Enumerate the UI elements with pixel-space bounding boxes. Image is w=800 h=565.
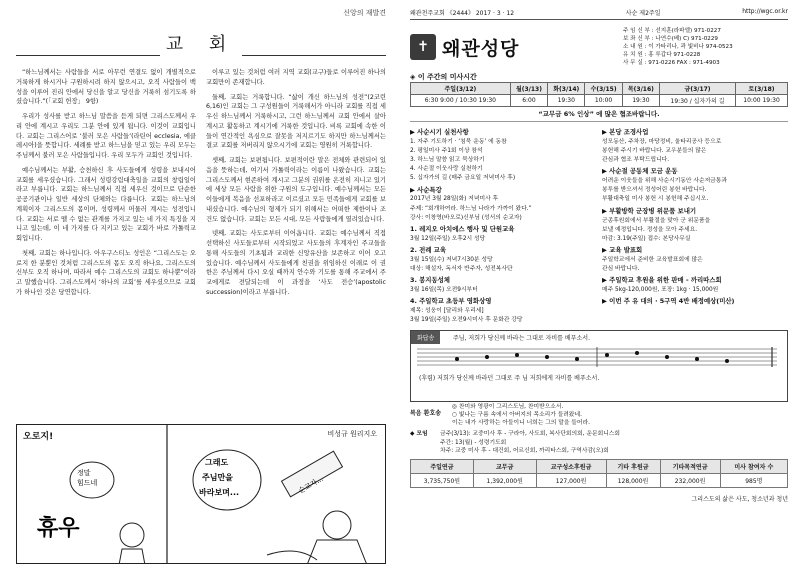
website-link[interactable]: http://wgc.or.kr [742, 8, 788, 15]
notice-item: 성모동산, 주차장, 마당정비, 울타리공사 등으로 [602, 138, 722, 145]
table-cell: 985명 [720, 473, 787, 487]
notice-item: 주제: “회개하여라. 하느님 나라가 가까이 왔다.” [410, 205, 532, 212]
paragraph: 첫째, 교회는 하나입니다. 아우구스티노 성인은 “그리스도는 오로지 한 분뿐인 것처럼 그리스도의 몸도 오직 하나요, 그리스도의 신부도 오직 하나며, 따라서 예수 그리스도의 교회도 하나뿐”이라고 말했습니다. 그리스도께서 ‘하나의 교회’를 세우셨으므로 교회가 하나인 것은 당연합니다. [16, 249, 196, 296]
gospel-acclamation [410, 404, 788, 427]
table-header: 토(3/18) [736, 83, 788, 95]
table-cell: 19:30 / 십자가의 길 [660, 95, 736, 107]
notice-item: 주일학교에서 준비한 교육발표회에 많은 [602, 256, 703, 263]
notice-banner: “교무금 6% 인상” 에 많은 협조바랍니다. [538, 110, 660, 118]
table-cell: 10:00 19:30 [736, 95, 788, 107]
notices-right-column [602, 125, 788, 326]
notice-heading: ▶ 사순특강 [410, 185, 442, 194]
article-column-1 [16, 68, 196, 418]
svg-text:주님만을: 주님만을 [202, 473, 233, 482]
mass-schedule-title: ◈ 이 주간의 미사시간 [410, 73, 477, 81]
footer-note: 그리스도의 삶은 사도, 청소년과 청년 [691, 495, 788, 503]
table-header: 교구성소후원금 [536, 459, 606, 473]
table-row [411, 473, 788, 487]
table-header: 금(3/17) [660, 83, 736, 95]
brand-area [410, 26, 788, 68]
table-header: 기타목적연금 [660, 459, 720, 473]
table-header: 월(3/13) [510, 83, 547, 95]
title-rule-right [242, 55, 386, 56]
notice-item: 5. 십자가의 길 (매주 금요일 저녁미사 후) [410, 175, 516, 182]
table-header: 수(3/15) [585, 83, 622, 95]
notice-item: 마감: 3.19(주일) 접수: 본당사무실 [602, 235, 691, 242]
series-label: 신앙의 재발견 [343, 9, 386, 17]
paragraph: 둘째, 교회는 거룩합니다. “삶이 개신 하느님의 성전”(2코린 6,16)인 교회는 그 구성원들이 거룩해서가 아니라 교회를 직접 세우신 하느님께서 거룩하시고, 그런 하느님께서 교회 안에서 살아계시고 활동하고 계시기에 거룩한 것입니다. 비록 교회에 속한 이들이 연간적인 욕심으로 잘못을 저지르기도 하지만 하느님께서는 결코 교회를 저버리지 않으시기에 교회는 영원히 거룩합니다. [206, 93, 386, 150]
table-cell: 6:30 9:00 / 10:30 19:30 [411, 95, 511, 107]
notices-left-column [410, 125, 596, 326]
meetings-list [440, 430, 620, 455]
bulletin-header [410, 8, 788, 20]
paragraph: 우리가 성사를 받고 하느님 말씀을 듣게 되면 그리스도께서 우리 안에 계시고 우리도 그분 안에 있게 됩니다. 이것이 교회입니다. 교회는 그리스어로 ‘불러 모은 사람들’(라틴어 ecclesia, 에클레시아)을 뜻합니다. 세례를 받고 하느님을 믿고 있는 우리 모두는 주님께서 불러 모은 사람들입니다. 우리 모두가 교회인 것입니다. [16, 113, 196, 159]
notice-item: 어려운 이웃들을 위해 사순시기동안 사순저금통과 [602, 178, 727, 185]
cartoon-panel [16, 424, 386, 564]
table-cell: 127,000원 [536, 473, 606, 487]
notice-item: 3월 12일(주일) 오후2시 성당 [410, 235, 486, 242]
right-page [400, 0, 800, 565]
table-cell: 10:00 [585, 95, 622, 107]
acclamation-line: 이는 내가 사랑하는 아들이니 너희는 그의 말을 들어라. [452, 419, 590, 426]
article-title: 교 회 [165, 34, 237, 55]
responsorial-psalm-box [410, 330, 788, 402]
table-header: 주일(3/12) [411, 83, 511, 95]
psalm-label: 화답송 [411, 331, 440, 344]
cartoon-title: 오로지! [23, 432, 54, 442]
table-cell: 128,000원 [606, 473, 660, 487]
psalm-subtitle: 주님, 저희가 당신께 바라는 그대로 자비를 베푸소서. [453, 335, 590, 342]
table-header-row [411, 83, 788, 95]
paragraph: 이루고 있는 것처럼 여러 지역 교회(교구)들로 이루어진 하나의 교회만이 존재합니다. [206, 69, 386, 86]
cartoon-author: 비성규 원리지오 [327, 430, 377, 438]
svg-text:그래도: 그래도 [205, 458, 229, 467]
acclamation-label: 복음 환호송 [410, 410, 442, 417]
notice-item: 봉헌해 주시기 바랍니다. 교우분들의 많은 [602, 148, 707, 155]
contact-line: 소 내 원 : 이 가타리나, 곽 빛비나 974-0523 [623, 43, 733, 50]
table-cell: 3,735,750원 [411, 473, 474, 487]
table-cell: 1,392,000원 [473, 473, 536, 487]
notice-heading: ▶ 교육 발표회 [602, 245, 643, 254]
notice-item: 보낼 예정입니다. 정성을 모아 주세요. [602, 226, 698, 233]
mass-schedule-table [410, 82, 788, 107]
table-cell: 6:00 [510, 95, 547, 107]
offering-table [410, 459, 788, 488]
psalm-refrain: (후렴) 저희가 당신께 바라던 그대로 주 님 저희에게 자비를 베푸소서. [419, 375, 600, 382]
notice-item: 부활대축일 미사 봉헌 시 봉헌해 주십시오. [602, 196, 709, 203]
svg-text:정말: 정말 [77, 469, 91, 477]
table-header: 교무금 [473, 459, 536, 473]
notice-item: 3월 16일(목) 오전9시부터 [410, 287, 478, 294]
table-header: 화(3/14) [548, 83, 585, 95]
svg-text:순교자...: 순교자... [297, 474, 325, 496]
table-header: 미사 참여자 수 [720, 459, 787, 473]
notice-item: 2. 평일미사 주1회 이상 참석 [410, 148, 483, 155]
table-header-row [411, 459, 788, 473]
meetings [410, 430, 788, 455]
meeting-line: 주간: 13(월) - 성령기도회 [440, 439, 507, 446]
paragraph: “하느님께서는 사람들을 서로 아무런 연결도 없이 개별적으로 거룩하게 하시거나 구원하시려 하지 않으시고, 오직 사람들이 백성을 이루어 진리 안에서 당신을 알고 당신을 거룩히 섬기도록 하셨습니다.”(「교회 헌장」 9항) [16, 69, 196, 106]
notice-item: 3월 15일(수) 저녁7시30분 성당 [410, 256, 493, 263]
meeting-line: 차주: 교중 미사 후 - 대건회, 어르신회, 까리타스회, 구역사감(오)회 [440, 448, 609, 455]
notices [410, 121, 788, 326]
title-rule-left [16, 55, 160, 56]
article-column-2 [206, 68, 386, 418]
svg-text:힘드네: 힘드네 [77, 479, 98, 487]
contact-line: 유 치 원 : 홍 루갑다 971-0228 [623, 52, 701, 59]
notice-item: 3. 하느님 말씀 읽고 묵상하기 [410, 157, 485, 164]
church-name: 왜관성당 [442, 37, 520, 60]
acclamation-line: ○ 빛나는 구름 속에서 아버지의 목소리가 들려왔네. [452, 411, 582, 418]
acclamation-line: ◎ 찬미와 영광이 그리스도님, 찬미받으소서. [452, 404, 564, 410]
music-staff [417, 345, 777, 369]
table-cell: 232,000원 [660, 473, 720, 487]
notice-item: 군종후원회에서 부활절을 맞아 군 위문품을 [602, 217, 711, 224]
notice-heading: ▶ 본당 조경사업 [602, 128, 649, 136]
contact-line: 보 좌 신 부 : 나연수(베) C) 971-0229 [623, 35, 718, 42]
bulletin-issue: 왜관천주교회 《2444》 2017 · 3 · 12 [410, 10, 515, 17]
article-body [16, 68, 386, 418]
svg-text:바라보며...: 바라보며... [199, 488, 240, 497]
meetings-label: ◆ 모임 [410, 431, 428, 438]
church-logo-icon: ✝ [410, 34, 436, 60]
notice-item: 대상: 해설자, 독서자 반주자, 성전복사단 [410, 265, 513, 272]
title-row [16, 30, 386, 56]
table-header: 목(3/16) [622, 83, 659, 95]
table-cell: 19:30 [622, 95, 659, 107]
svg-text:휴우: 휴우 [37, 516, 80, 541]
contact-line: 주 임 신 부 : 선지훈(라파엘) 971-0227 [623, 27, 721, 34]
notice-item: 강사: 이창영(바오로)신부님 (성서의 순교자) [410, 214, 522, 221]
notice-heading: ▶ 주일학교 후원을 위한 판매 - 까리따스회 [602, 276, 722, 285]
liturgical-week: 사순 제2주일 [625, 10, 661, 17]
table-header: 주일연금 [411, 459, 474, 473]
notice-heading: ▶ 사순시기 실천사항 [410, 128, 469, 136]
notice-heading: 3. 봉지동성체 [410, 276, 450, 285]
notice-heading: 2. 전례 교육 [410, 245, 447, 254]
notice-heading: ▶ 부활방학 군장병 위문품 보내기 [602, 206, 697, 215]
notice-item: 봉투를 받으셔서 정성어린 봉헌 바랍니다. [602, 187, 707, 194]
notice-item: 3월 19일(주일) 오전9시미사 후 문화관 강당 [410, 317, 523, 324]
paragraph: 넷째, 교회는 사도로부터 이어옵니다. 교회는 예수님께서 직접 선택하신 사도들로부터 시작되었고 사도들의 후계자인 주교들을 통해 사도들의 기초됨과 교리한 신앙유산을 보존하고 이어 오고 있습니다. 예수님께서 사도들에게 친권을 위임하신 이래로 이 권한은 주님께서 다시 오실 때까지 안수와 기도를 통해 주교에서 주교에게로 전달되는데 이 과정을 ‘사도 전승’(apostolic succession)이라고 부릅니다. [206, 230, 386, 296]
meeting-line: 금주(3/13): 교중미사 후 - 구라아, 사도회, 복사단회의회, 운문회니스회 [440, 431, 621, 438]
notice-item: 관심과 협조 부탁드립니다. [602, 157, 670, 164]
paragraph: 예수님께서는 부활, 승천하신 후 사도들에게 성령을 보내시어 교회를 세우셨습니다. 그래서 성령강림대축일을 교회의 창립일이라고 부릅니다. 교회는 하느님께서 직접 세우신 것이므로 단순한 공공기관이나 일반 세상의 단체와는 다릅니다. 교회는 하느님의 계획이자 그리스도의 몸이며, 성령께서 머물러 계시는 성전입니다. 교회는 서로 뗄 수 없는 관계를 가지고 있는 네 가지 특징을 지니고 있는데, 이 네 가지를 다 지키고 있는 교회가 바로 가톨릭교회입니다. [16, 166, 196, 242]
notice-item: 매주 5kg-120,000원, 포장: 1kg · 15,000원 [602, 287, 719, 294]
notice-item: 4. 사순절 이웃사랑 실천하기 [410, 166, 483, 173]
notice-heading: 4. 주일학교 초등부 영화상영 [410, 297, 492, 306]
contact-info [623, 27, 788, 68]
notice-item: 제목: 성웅이 [달리와 우리세] [410, 308, 484, 315]
contact-line: 사 무 실 : 971-0226 FAX : 971-4903 [623, 60, 720, 67]
notice-heading: ▶ 사순절 공동체 모금 운동 [602, 167, 678, 176]
notice-item: 1. 자주 기도하기 · ‘침묵 운동’ 에 동참 [410, 138, 507, 145]
notice-item: 2017년 3월 28일(화) 저녁미사 후 [410, 196, 499, 203]
notice-item: 관심 바랍니다. [602, 265, 640, 272]
paragraph: 셋째, 교회는 보편됩니다. 보편적이란 말은 전체와 관련되어 있음을 뜻하는데, 여기서 가톨릭이라는 이름이 나왔습니다. 교회는 그리스도께서 현존하여 계시고 그분의 권위를 온전히 지니고 있기에 세상 모든 사람을 위한 구원의 도구입니다. 예수님께서는 모든 이들에게 복음을 선포하라고 이르셨고 모든 민족들에게 교회를 보내셨습니다. 예수님의 형제가 되기 위해서는 어떠한 제한이나 조건도 없습니다. 교회는 모든 시대, 모든 사람들에게 열려있습니다. [206, 157, 386, 223]
table-cell: 19:30 [548, 95, 585, 107]
table-row [411, 95, 788, 107]
table-header: 기타 후원금 [606, 459, 660, 473]
notice-heading: 1. 레지오 아치에스 행사 및 단원교육 [410, 224, 515, 233]
notice-heading: ▶ 이번 주 유 대의 · 5구역 4반 배정예상(미산) [602, 297, 735, 306]
acclamation-text [452, 404, 590, 427]
cartoon-drawing [17, 425, 383, 564]
